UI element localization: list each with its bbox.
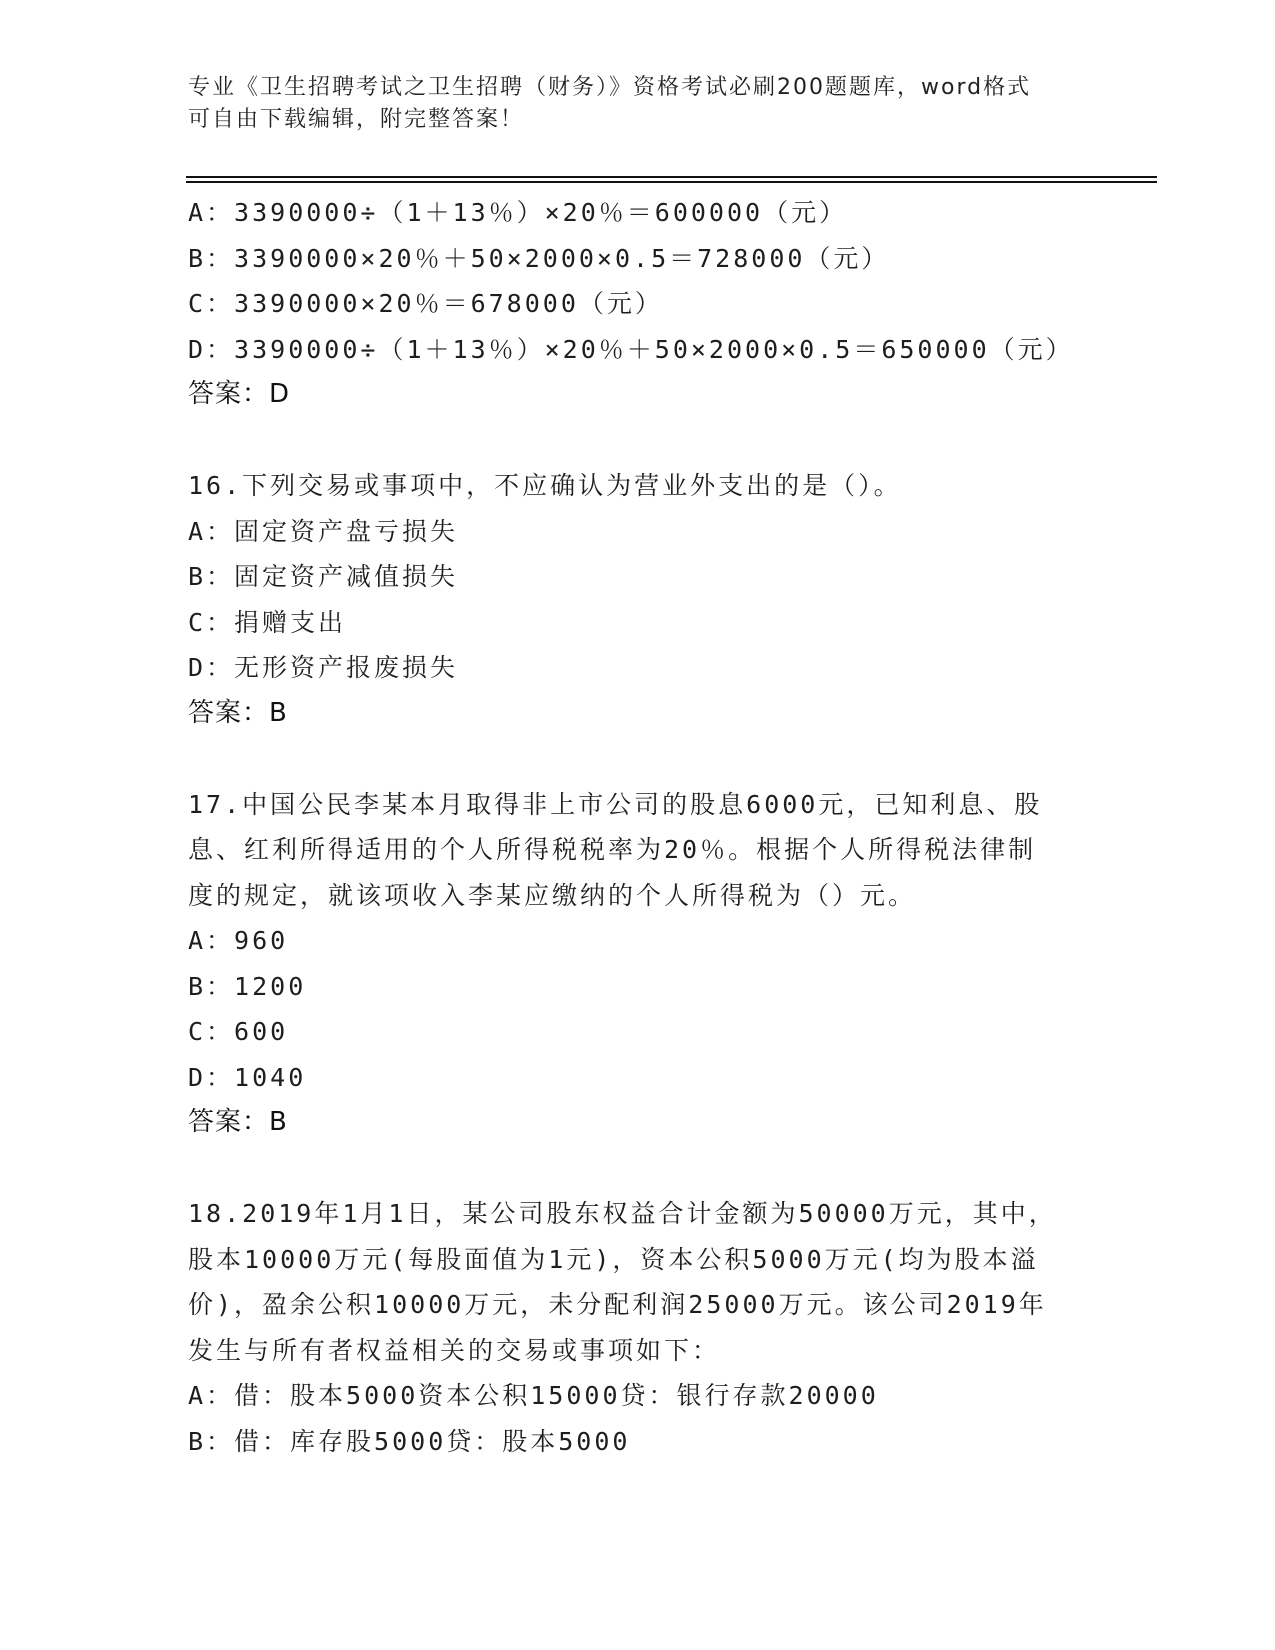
question-stem-line-1: 17.中国公民李某本月取得非上市公司的股息6000元，已知利息、股: [188, 789, 1043, 819]
question-stem-line-2: 息、红利所得适用的个人所得税税率为20％。根据个人所得税法律制: [188, 835, 1037, 864]
document-header: [188, 72, 1068, 136]
header-title-line-1: 专业《卫生招聘考试之卫生招聘（财务）》资格考试必刷200题题库，word格式: [188, 75, 1032, 100]
option-b: B：借：库存股5000贷：股本5000: [188, 1426, 631, 1456]
option-c: C：捐赠支出: [188, 607, 347, 637]
option-a: A：960: [188, 926, 289, 955]
header-divider-top: [186, 176, 1157, 178]
option-a: A：3390000÷（1＋13％）×20％＝600000（元）: [188, 198, 848, 227]
question-spacer: [188, 1146, 1088, 1192]
question-stem-line-2: 股本10000万元(每股面值为1元)，资本公积5000万元(均为股本溢: [188, 1244, 1039, 1274]
question-stem-line-4: 发生与所有者权益相关的交易或事项如下：: [188, 1335, 721, 1365]
question-stem-line-3: 价)，盈余公积10000万元，未分配利润25000万元。该公司2019年: [188, 1290, 1047, 1319]
option-a: A：固定资产盘亏损失: [188, 516, 459, 546]
question-spacer: [188, 736, 1088, 782]
answer-line: 答案：D: [188, 379, 291, 409]
question-spacer: [188, 418, 1088, 464]
answer-line: 答案：B: [188, 1107, 288, 1137]
question-17: [188, 782, 1088, 1146]
question-15: [188, 190, 1088, 418]
option-a: A：借：股本5000资本公积15000贷：银行存款20000: [188, 1381, 879, 1410]
answer-line: 答案：B: [188, 697, 288, 728]
option-d: D：1040: [188, 1062, 307, 1092]
question-stem: 16.下列交易或事项中，不应确认为营业外支出的是（）。: [188, 471, 902, 500]
option-d: D：无形资产报废损失: [188, 653, 459, 682]
question-18: [188, 1191, 1088, 1464]
header-title-line-2: 可自由下载编辑，附完整答案！: [188, 107, 525, 132]
option-d: D：3390000÷（1＋13％）×20％＋50×2000×0.5＝650000（元）: [188, 334, 1074, 364]
option-c: C：600: [188, 1017, 289, 1046]
header-divider-bottom: [186, 181, 1157, 183]
question-stem-line-3: 度的规定，就该项收入李某应缴纳的个人所得税为（）元。: [188, 880, 917, 910]
option-b: B：3390000×20％＋50×2000×0.5＝728000（元）: [188, 243, 890, 273]
question-stem-line-1: 18.2019年1月1日，某公司股东权益合计金额为50000万元，其中，: [188, 1199, 1057, 1228]
option-c: C：3390000×20％＝678000（元）: [188, 289, 663, 318]
option-b: B：固定资产减值损失: [188, 562, 459, 591]
option-b: B：1200: [188, 971, 307, 1001]
question-list: [188, 190, 1088, 1464]
question-16: [188, 463, 1088, 736]
